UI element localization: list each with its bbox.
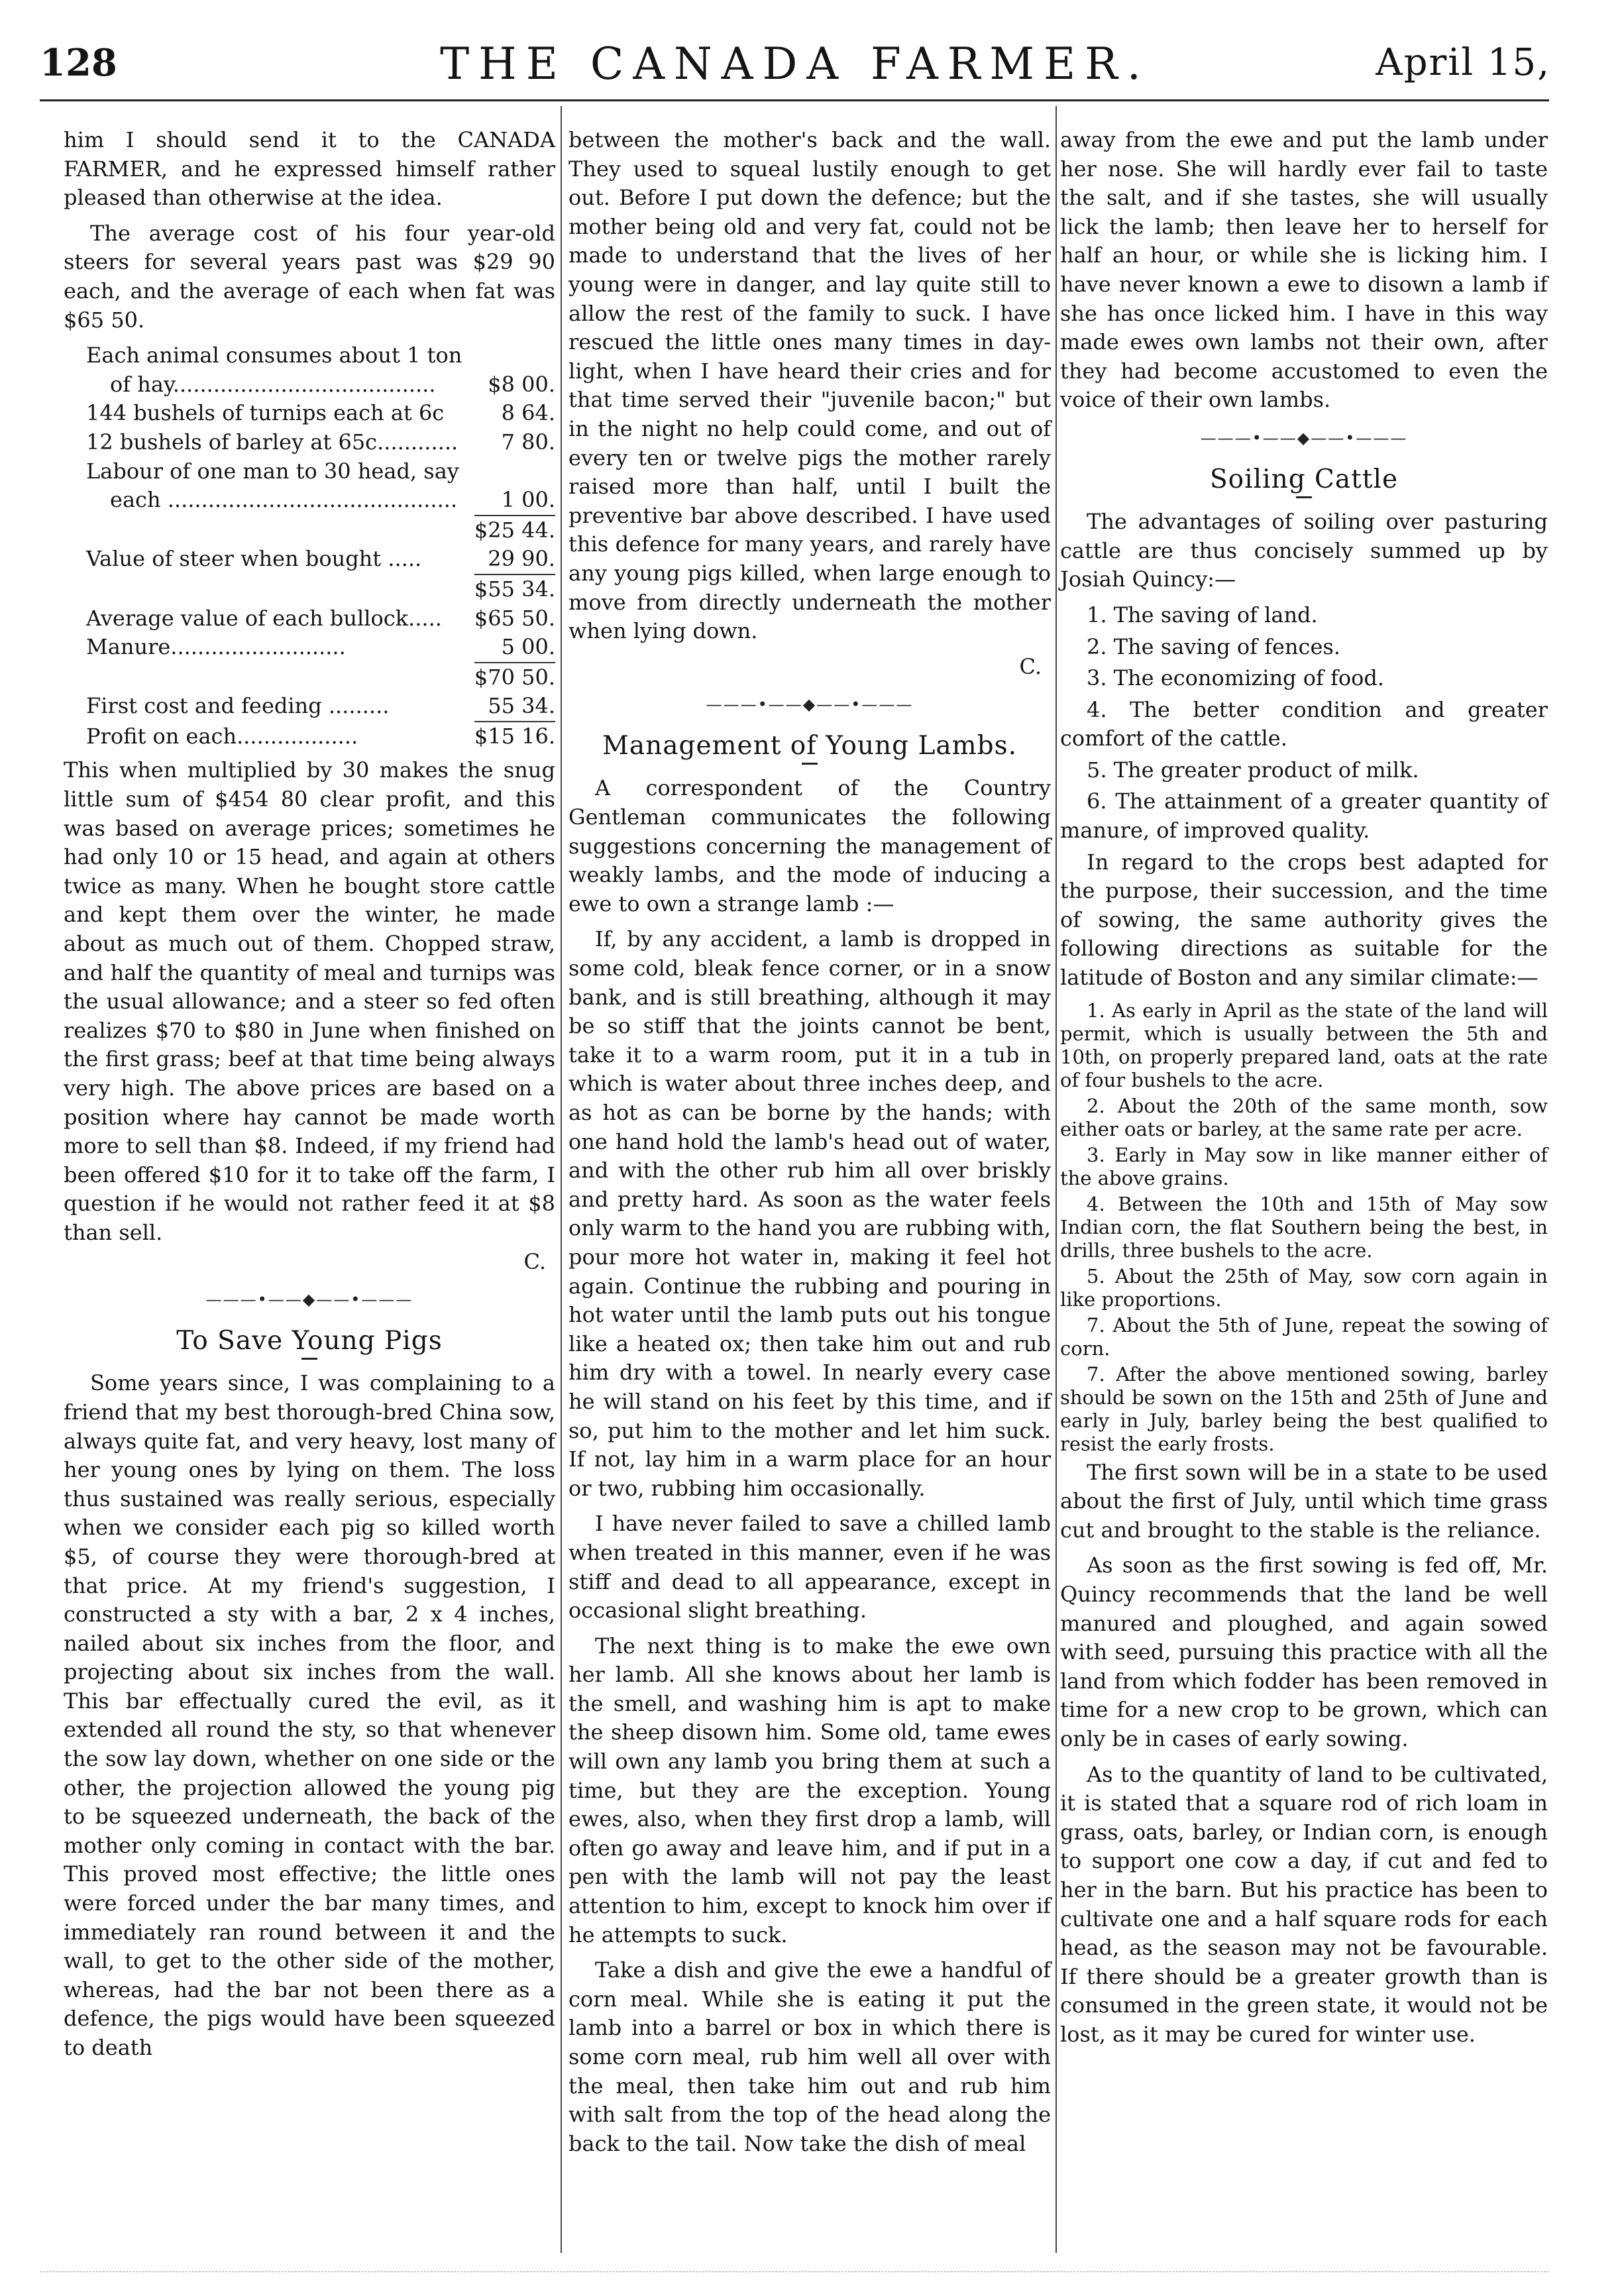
cost-ledger <box>64 341 555 751</box>
list-item: 1. The saving of land. <box>1087 602 1318 628</box>
heading-underline <box>301 1358 317 1360</box>
lambs-paragraph-3: The next thing is to make the ewe own her lamb. All she knows about her lamb is the smell, and washing him is apt to make the sheep disown him. Some old, tame ewes will own any lamb you bring them at such a time, but they are the exception. Young ewes, also, when they first drop a lamb, will often go away and leave him, and if put in a pen with the lamb will not pay the least attention to him, except to knock him over if he attempts to suck. <box>568 1633 1051 1947</box>
heading-save-young-pigs <box>64 1327 555 1360</box>
ledger-amount-hay: $8 00. <box>488 371 555 397</box>
signature-c-2: C. <box>1019 653 1042 679</box>
signature-c-1: C. <box>523 1248 546 1274</box>
ledger-heading: Each animal consumes about 1 ton <box>86 343 462 368</box>
ledger-total: $55 34. <box>474 574 555 604</box>
column-3 <box>1060 126 1548 2056</box>
issue-date: April 15, <box>1376 41 1550 84</box>
list-item: 1. As early in April as the state of the land will permit, which is usually between the 5th and 10th, on properly prepared land, oats at the rate of four bushels to the acre. <box>1060 999 1548 1091</box>
sowing-directions-list <box>1060 999 1548 1456</box>
masthead <box>40 38 1550 91</box>
soiling-paragraph-2: As soon as the first sowing is fed off, Mr. Quincy recommends that the land be well manured and ploughed, and again sowed with seed, pursuing this practice with all the land from which fodder has been removed in time for a new crop to be grown, which can only be in cases of early sowing. <box>1060 1553 1548 1751</box>
ledger-amount-turnips: 8 64. <box>501 400 555 426</box>
lambs-paragraph-4: Take a dish and give the ewe a handful of corn meal. While she is eating it put the lamb into a barrel or box in which there is some corn meal, rub him well all over with the meal, then take him out and rub him with salt from the top of the head along the back to the tail. Now take the dish of meal <box>568 1957 1051 2156</box>
footer-rule <box>40 2271 1549 2272</box>
list-item: 3. The economizing of food. <box>1087 665 1385 691</box>
list-item: 2. The saving of fences. <box>1087 633 1340 659</box>
section-separator: ———•——◆——•——— <box>205 1290 413 1309</box>
ledger-amount-steer: 29 90. <box>488 546 555 572</box>
ledger-label-profit: Profit on each.................. <box>86 723 358 749</box>
list-item: 7. After the above mentioned sowing, barley should be sown on the 15th and 25th of June and early in July, barley being the best qualified to resist the early frosts. <box>1060 1362 1548 1455</box>
page-number: 128 <box>40 41 117 85</box>
cost-paragraph: The average cost of his four year-old steers for several years past was $29 90 each, and the average of each when fat was $65 50. <box>64 220 555 333</box>
soiling-paragraph-3: As to the quantity of land to be cultivated, it is stated that a square rod of rich loam in grass, oats, barley, or Indian corn, is enough to support one cow a day, if cut and fed to her in the barn. But his practice has been to cultivate one and a half square rods for each head, as the season may not be favourable. If there should be a greater growth than is consumed in the green state, it would not be lost, as it may be cured for winter use. <box>1060 1761 1548 2047</box>
ledger-amount-avg-value: $65 50. <box>474 605 555 631</box>
ledger-amount-barley: 7 80. <box>501 429 555 455</box>
ledger-gross: $70 50. <box>474 662 555 692</box>
ledger-label-first-cost: First cost and feeding ......... <box>86 693 390 719</box>
ledger-subtotal: $25 44. <box>474 515 555 545</box>
list-item: 6. The attainment of a greater quantity of manure, of improved quality. <box>1060 789 1548 844</box>
list-item: 5. About the 25th of May, sow corn again in like proportions. <box>1060 1264 1548 1311</box>
ledger-label-steer: Value of steer when bought ..... <box>86 546 422 572</box>
ledger-label-labour-each: each ........................................... <box>110 487 458 513</box>
ledger-label-labour: Labour of one man to 30 head, say <box>86 458 459 484</box>
section-separator: ———•——◆——•——— <box>1200 428 1408 447</box>
column-1 <box>64 126 555 2069</box>
column-divider-1 <box>561 106 562 2253</box>
pigs-continuation: between the mother's back and the wall. They used to squeal lustily enough to get out. Before I put down the defence; but the mother being old and very fat, could not be made to understand that the lives of her young were in danger, and lay quite still to allow the rest of the family to suck. I have rescued the little ones many times in day-light, when I have heard their cries and for that time served their "juvenile bacon;" but in the night no help could come, and out of every ten or twelve pigs the mother rarely raised more than half, until I built the preventive bar above described. I have used this defence for many years, and rarely have any young pigs killed, when large enough to move from directly underneath the mother when lying down. <box>568 127 1051 644</box>
profit-paragraph: This when multiplied by 30 makes the snug little sum of $454 80 clear profit, and this was based on average prices; sometimes he had only 10 or 15 head, and again at others twice as many. When he bought store cattle and kept them over the winter, he made about as much out of them. Chopped straw, and half the quantity of meal and turnips was the usual allowance; and a steer so fed often realizes $70 to $80 in June when finished on the first grass; beef at that time being always very high. The above prices are based on a position where hay cannot be made worth more to sell than $8. Indeed, if my friend had been offered $10 for it to take off the farm, I question if he would not rather feed it at $8 than sell. <box>64 757 555 1245</box>
list-item: 7. About the 5th of June, repeat the sowing of corn. <box>1060 1313 1548 1360</box>
crops-intro: In regard to the crops best adapted for the purpose, their succession, and the time of sowing, the same authority gives the following directions as suitable for the latitude of Boston and any similar climate:— <box>1060 849 1548 991</box>
heading-text: To Save Young Pigs <box>176 1325 443 1356</box>
soiling-intro: The advantages of soiling over pasturing cattle are thus concisely summed up by Josiah Quincy:— <box>1060 509 1548 592</box>
list-item: 3. Early in May sow in like manner either of the above grains. <box>1060 1143 1548 1189</box>
ledger-amount-first-cost: 55 34. <box>488 693 555 719</box>
article-continuation: him I should send it to the CANADA FARMER, and he expressed himself rather pleased than otherwise at the idea. <box>64 127 555 211</box>
soiling-paragraph-1: The first sown will be in a state to be used about the first of July, until which time grass cut and brought to the stable is the reliance. <box>1060 1459 1548 1543</box>
lambs-paragraph-1: If, by any accident, a lamb is dropped in some cold, bleak fence corner, or in a snow bank, and is still breathing, although it may be so stiff that the joints cannot be bent, take it to a warm room, put it in a tub in which is water about three inches deep, and as hot as can be borne by the hands; with one hand hold the lamb's head out of water, and with the other rub him all over briskly and pretty hard. As soon as the water feels only warm to the hand you are rubbing with, pour more hot water in, making it feel hot again. Continue the rubbing and pouring in hot water until the lamb puts out his tongue like a heated ox; then take him out and rub him dry with a towel. In nearly every case he will stand on his feet by this time, and if so, put him to the mother and let him suck. If not, lay him in a warm place for an hour or two, rubbing him occasionally. <box>568 926 1051 1501</box>
header-rule <box>40 99 1549 101</box>
heading-underline <box>802 763 818 765</box>
paper-title: THE CANADA FARMER. <box>440 38 1150 89</box>
list-item: 4. The better condition and greater comfort of the cattle. <box>1060 696 1548 751</box>
column-2 <box>568 126 1051 2165</box>
ledger-amount-profit: $15 16. <box>474 721 555 751</box>
list-item: 5. The greater product of milk. <box>1087 757 1419 783</box>
ledger-amount-labour: 1 00. <box>501 487 555 513</box>
heading-text: Soiling Cattle <box>1209 464 1399 494</box>
ledger-label-turnips: 144 bushels of turnips each at 6c <box>86 400 445 426</box>
lambs-paragraph-2: I have never failed to save a chilled lamb when treated in this manner, even if he was stiff and dead to all appearance, except in occasional slight breathing. <box>568 1511 1051 1623</box>
heading-young-lambs <box>568 732 1051 765</box>
column-divider-2 <box>1055 106 1057 2253</box>
ledger-amount-manure: 5 00. <box>501 634 555 660</box>
list-item: 4. Between the 10th and 15th of May sow Indian corn, the flat Southern being the best, in drills, three bushels to the acre. <box>1060 1192 1548 1262</box>
ledger-label-hay: of hay....................................... <box>110 371 436 397</box>
lambs-intro: A correspondent of the Country Gentleman communicates the following suggestions concerning the management of weakly lambs, and the mode of inducing a ewe to own a strange lamb :— <box>568 775 1051 916</box>
lambs-continuation: away from the ewe and put the lamb under her nose. She will hardly ever fail to taste the salt, and if she tastes, she will usually lick the lamb; then leave her to herself for half an hour, or while she is licking him. I have never known a ewe to disown a lamb if she has once licked him. I have in this way made ewes own lambs not their own, after they had become accustomed to even the voice of their own lambs. <box>1060 127 1548 413</box>
ledger-label-barley: 12 bushels of barley at 65c............ <box>86 429 459 455</box>
ledger-label-manure: Manure.......................... <box>86 634 346 660</box>
heading-underline <box>1296 496 1312 498</box>
ledger-label-avg-value: Average value of each bullock..... <box>86 605 442 631</box>
list-item: 2. About the 20th of the same month, sow either oats or barley, at the same rate per acre. <box>1060 1094 1548 1140</box>
heading-text: Management of Young Lambs. <box>602 730 1018 761</box>
advantages-list <box>1060 601 1548 846</box>
heading-soiling-cattle <box>1060 465 1548 499</box>
section-separator: ———•——◆——•——— <box>706 695 914 714</box>
pigs-paragraph: Some years since, I was complaining to a friend that my best thorough-bred China sow, always quite fat, and very heavy, lost many of her young ones by lying on them. The loss thus sustained was really serious, especially when we consider each pig so killed worth $5, of course they were thorough-bred at that price. At my friend's suggestion, I constructed a sty with a bar, 2 x 4 inches, nailed about six inches from the floor, and projecting about six inches from the wall. This bar effectually cured the evil, as it extended all round the sty, so that whenever the sow lay down, whether on one side or the other, the projection allowed the young pig to be squeezed underneath, the back of the mother only coming in contact with the bar. This proved most effective; the little ones were forced under the bar many times, and immediately ran round between it and the wall, to get to the other side of the mother, whereas, had the bar not been there as a defence, the pigs would have been squeezed to death <box>64 1370 555 2060</box>
